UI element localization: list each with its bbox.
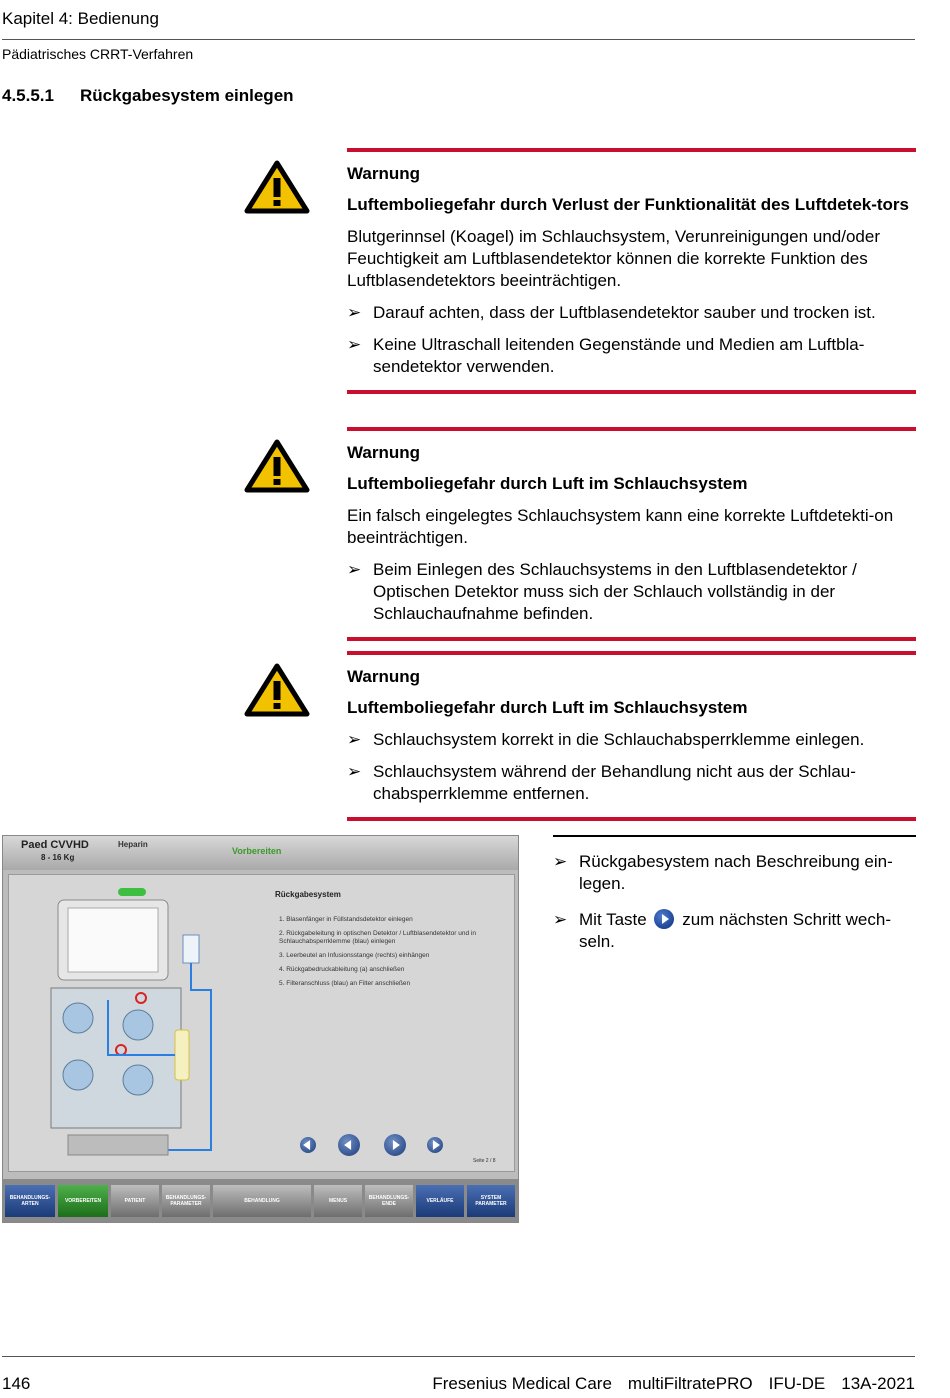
screen-panel-title: Rückgabesystem <box>275 890 341 899</box>
next-button-icon <box>654 909 674 929</box>
warning-heading: Luftemboliegefahr durch Luft im Schlauchsystem <box>347 474 748 493</box>
footer-company: Fresenius Medical Care <box>432 1374 612 1393</box>
screen-weight: 8 - 16 Kg <box>41 853 75 862</box>
arrow-bullet-icon: ➢ <box>347 730 362 749</box>
btn-behandlungsarten[interactable]: BEHANDLUNGS-ARTEN <box>5 1185 55 1217</box>
warning-box <box>347 651 916 821</box>
next-page-button[interactable] <box>384 1134 406 1156</box>
warning-body: Ein falsch eingelegtes Schlauchsystem kann eine korrekte Luftdetekti-on beeinträchtigen. <box>347 506 894 547</box>
step-item: ➢ Mit Taste zum nächsten Schritt wech-seln. <box>553 910 891 951</box>
last-page-button[interactable] <box>427 1137 443 1153</box>
screen-bottom-bar <box>3 1179 518 1222</box>
footer-doc: IFU-DE <box>768 1374 826 1393</box>
warning-action: ➢ Darauf achten, dass der Luftblasendetektor sauber und trocken ist. <box>347 303 876 322</box>
warning-label: Warnung <box>347 164 421 183</box>
page-number: 146 <box>2 1374 31 1393</box>
warning-bottom-bar <box>347 637 916 641</box>
arrow-bullet-icon: ➢ <box>553 852 568 871</box>
first-page-button[interactable] <box>300 1137 316 1153</box>
warning-box <box>347 148 916 394</box>
footer-rule <box>2 1356 915 1357</box>
previous-page-button[interactable] <box>338 1134 360 1156</box>
warning-box <box>347 427 916 641</box>
instruction-steps <box>553 835 916 953</box>
device-illustration-icon <box>33 880 233 1170</box>
arrow-bullet-icon: ➢ <box>347 560 362 579</box>
warning-action: ➢ Beim Einlegen des Schlauchsystems in den Luftblasendetektor / Optischen Detektor muss sich der Schlauch vollständig in der Schlauchaufnahme befinden. <box>347 560 857 623</box>
arrow-bullet-icon: ➢ <box>347 762 362 781</box>
warning-top-bar <box>347 427 916 431</box>
section-title <box>2 86 294 106</box>
warning-top-bar <box>347 651 916 655</box>
btn-behandlungsende[interactable]: BEHANDLUNGS-ENDE <box>365 1185 413 1217</box>
btn-behandlungsparameter[interactable]: BEHANDLUNGS-PARAMETER <box>162 1185 210 1217</box>
chapter-subtitle: Pädiatrisches CRRT-Verfahren <box>2 46 194 62</box>
btn-vorbereiten[interactable]: VORBEREITEN <box>58 1185 108 1217</box>
arrow-bullet-icon: ➢ <box>347 303 362 322</box>
section-heading: Rückgabesystem einlegen <box>80 86 294 105</box>
warning-heading: Luftemboliegefahr durch Verlust der Funktionalität des Luftdetek-tors <box>347 195 910 214</box>
section-number: 4.5.5.1 <box>2 86 54 105</box>
warning-triangle-icon <box>244 663 310 717</box>
arrow-bullet-icon: ➢ <box>347 335 362 354</box>
btn-behandlung[interactable]: BEHANDLUNG <box>213 1185 311 1217</box>
btn-verlaeufe[interactable]: VERLÄUFE <box>416 1185 464 1217</box>
warning-triangle-icon <box>244 439 310 493</box>
steps-rule <box>553 835 916 837</box>
step-item: ➢ Rückgabesystem nach Beschreibung ein-legen. <box>553 852 893 893</box>
footer-version: 13A-2021 <box>841 1374 915 1393</box>
screen-mode: Paed CVVHD <box>21 839 89 851</box>
warning-top-bar <box>347 148 916 152</box>
warning-heading: Luftemboliegefahr durch Luft im Schlauchsystem <box>347 698 748 717</box>
btn-menus[interactable]: MENUS <box>314 1185 362 1217</box>
device-screenshot <box>2 835 519 1223</box>
warning-label: Warnung <box>347 667 421 686</box>
chapter-header: Kapitel 4: Bedienung <box>2 9 159 28</box>
warning-bottom-bar <box>347 390 916 394</box>
screen-instructions: 1. Blasenfänger in Füllstandsdetektor einlegen 2. Rückgabeleitung in optischen Detektor / Luftblasendetektor und in Schlauchabsperrklemme (blau) einlegen 3. Leerbeutel an Infusionsstange (rechts) einhängen 4. Rückgabedruckableitung (a) anschließen 5. Filteranschluss (blau) an Filter anschließen <box>279 916 476 987</box>
warning-action: ➢ Schlauchsystem korrekt in die Schlauchabsperrklemme einlegen. <box>347 730 865 749</box>
arrow-bullet-icon: ➢ <box>553 910 568 929</box>
screen-phase: Vorbereiten <box>232 846 282 856</box>
footer-info <box>416 1374 915 1394</box>
warning-label: Warnung <box>347 443 421 462</box>
btn-systemparameter[interactable]: SYSTEM PARAMETER <box>467 1185 515 1217</box>
btn-patient[interactable]: PATIENT <box>111 1185 159 1217</box>
warning-body: Blutgerinnsel (Koagel) im Schlauchsystem, Verunreinigungen und/oder Feuchtigkeit am Luftblasendetektor können die korrekte Funktion des Luftblasendetektors beeinträchtigen. <box>347 227 880 290</box>
screen-page-indicator: Seite 2 / 8 <box>473 1158 496 1164</box>
header-rule <box>2 39 915 40</box>
footer-product: multiFiltratePRO <box>627 1374 753 1393</box>
warning-bottom-bar <box>347 817 916 821</box>
warning-action: ➢ Schlauchsystem während der Behandlung nicht aus der Schlau-chabsperrklemme entfernen. <box>347 762 856 803</box>
warning-triangle-icon <box>244 160 310 214</box>
screen-anticoag: Heparin <box>118 840 148 849</box>
warning-action: ➢ Keine Ultraschall leitenden Gegenstände und Medien am Luftbla-sendetektor verwenden. <box>347 335 865 376</box>
